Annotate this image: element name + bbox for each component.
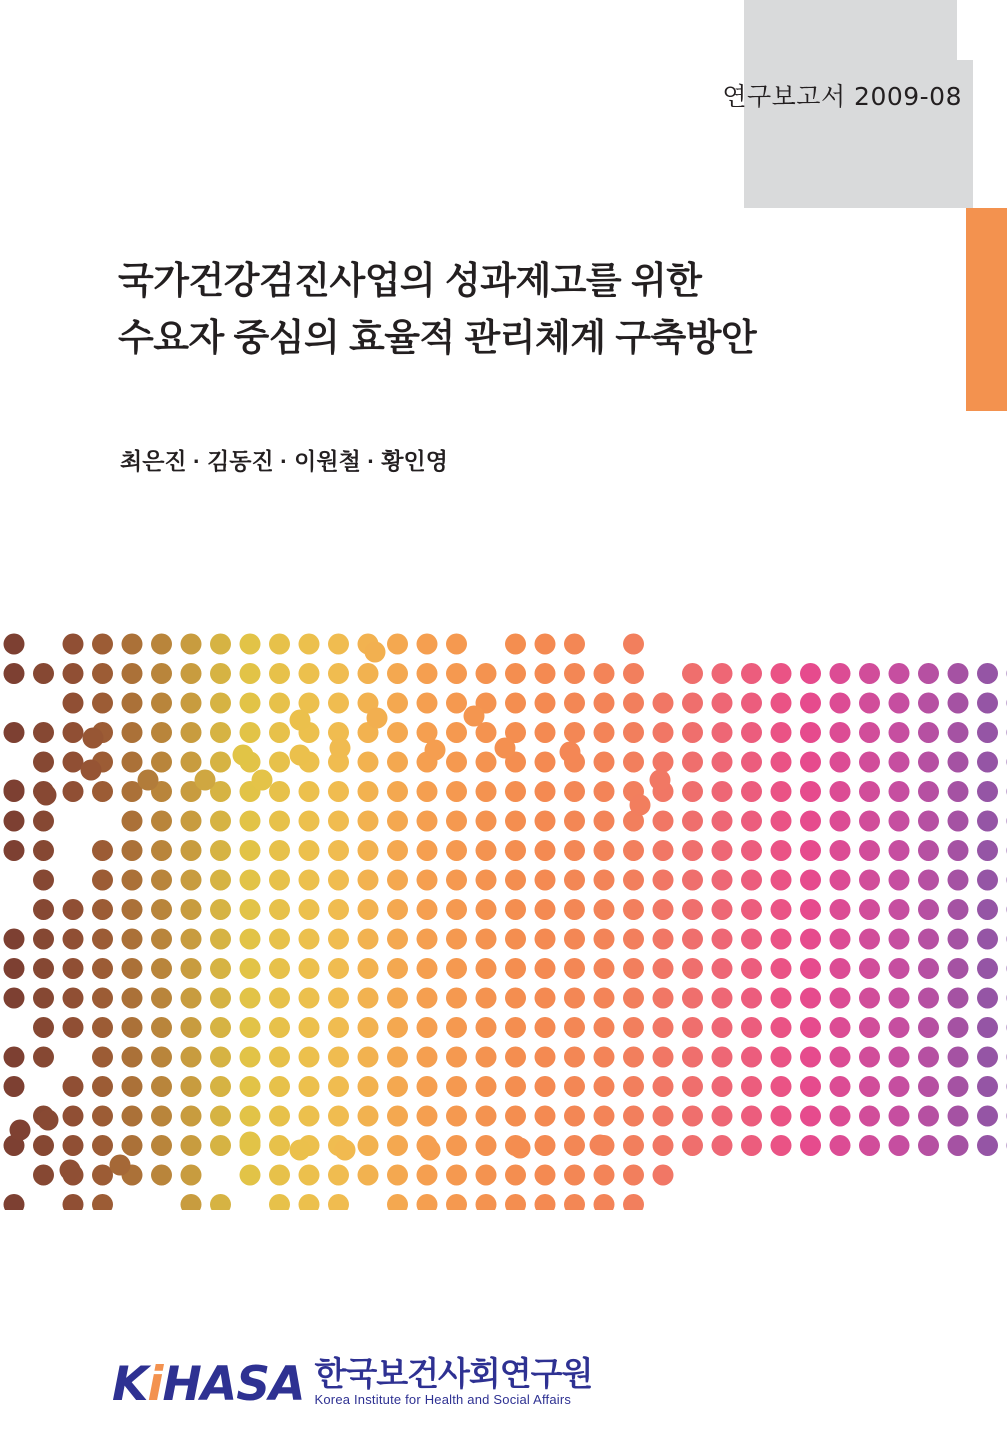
- title-line-1: 국가건강검진사업의 성과제고를 위한: [118, 260, 702, 301]
- publisher-logo: [112, 1355, 593, 1412]
- publisher-name-kr: 한국보건사회연구원: [314, 1355, 593, 1392]
- logo-mark-k: K: [112, 1357, 148, 1412]
- halftone-dot-artwork: [0, 630, 1007, 1210]
- grey-corner-notch: [957, 0, 973, 60]
- orange-accent-block: [966, 208, 1007, 411]
- report-number: 연구보고서 2009-08: [722, 82, 962, 111]
- logo-mark-i: i: [147, 1357, 163, 1412]
- page-title: [118, 252, 938, 367]
- title-line-2: 수요자 중심의 효율적 관리체계 구축방안: [118, 317, 757, 359]
- logo-mark-rest: HASA: [162, 1357, 305, 1412]
- logo-mark: [112, 1357, 305, 1412]
- publisher-name-en: Korea Institute for Health and Social Affairs: [314, 1392, 572, 1407]
- logo-text: [314, 1357, 592, 1408]
- author-list: 최은진 · 김동진 · 이원철 · 황인영: [120, 448, 448, 474]
